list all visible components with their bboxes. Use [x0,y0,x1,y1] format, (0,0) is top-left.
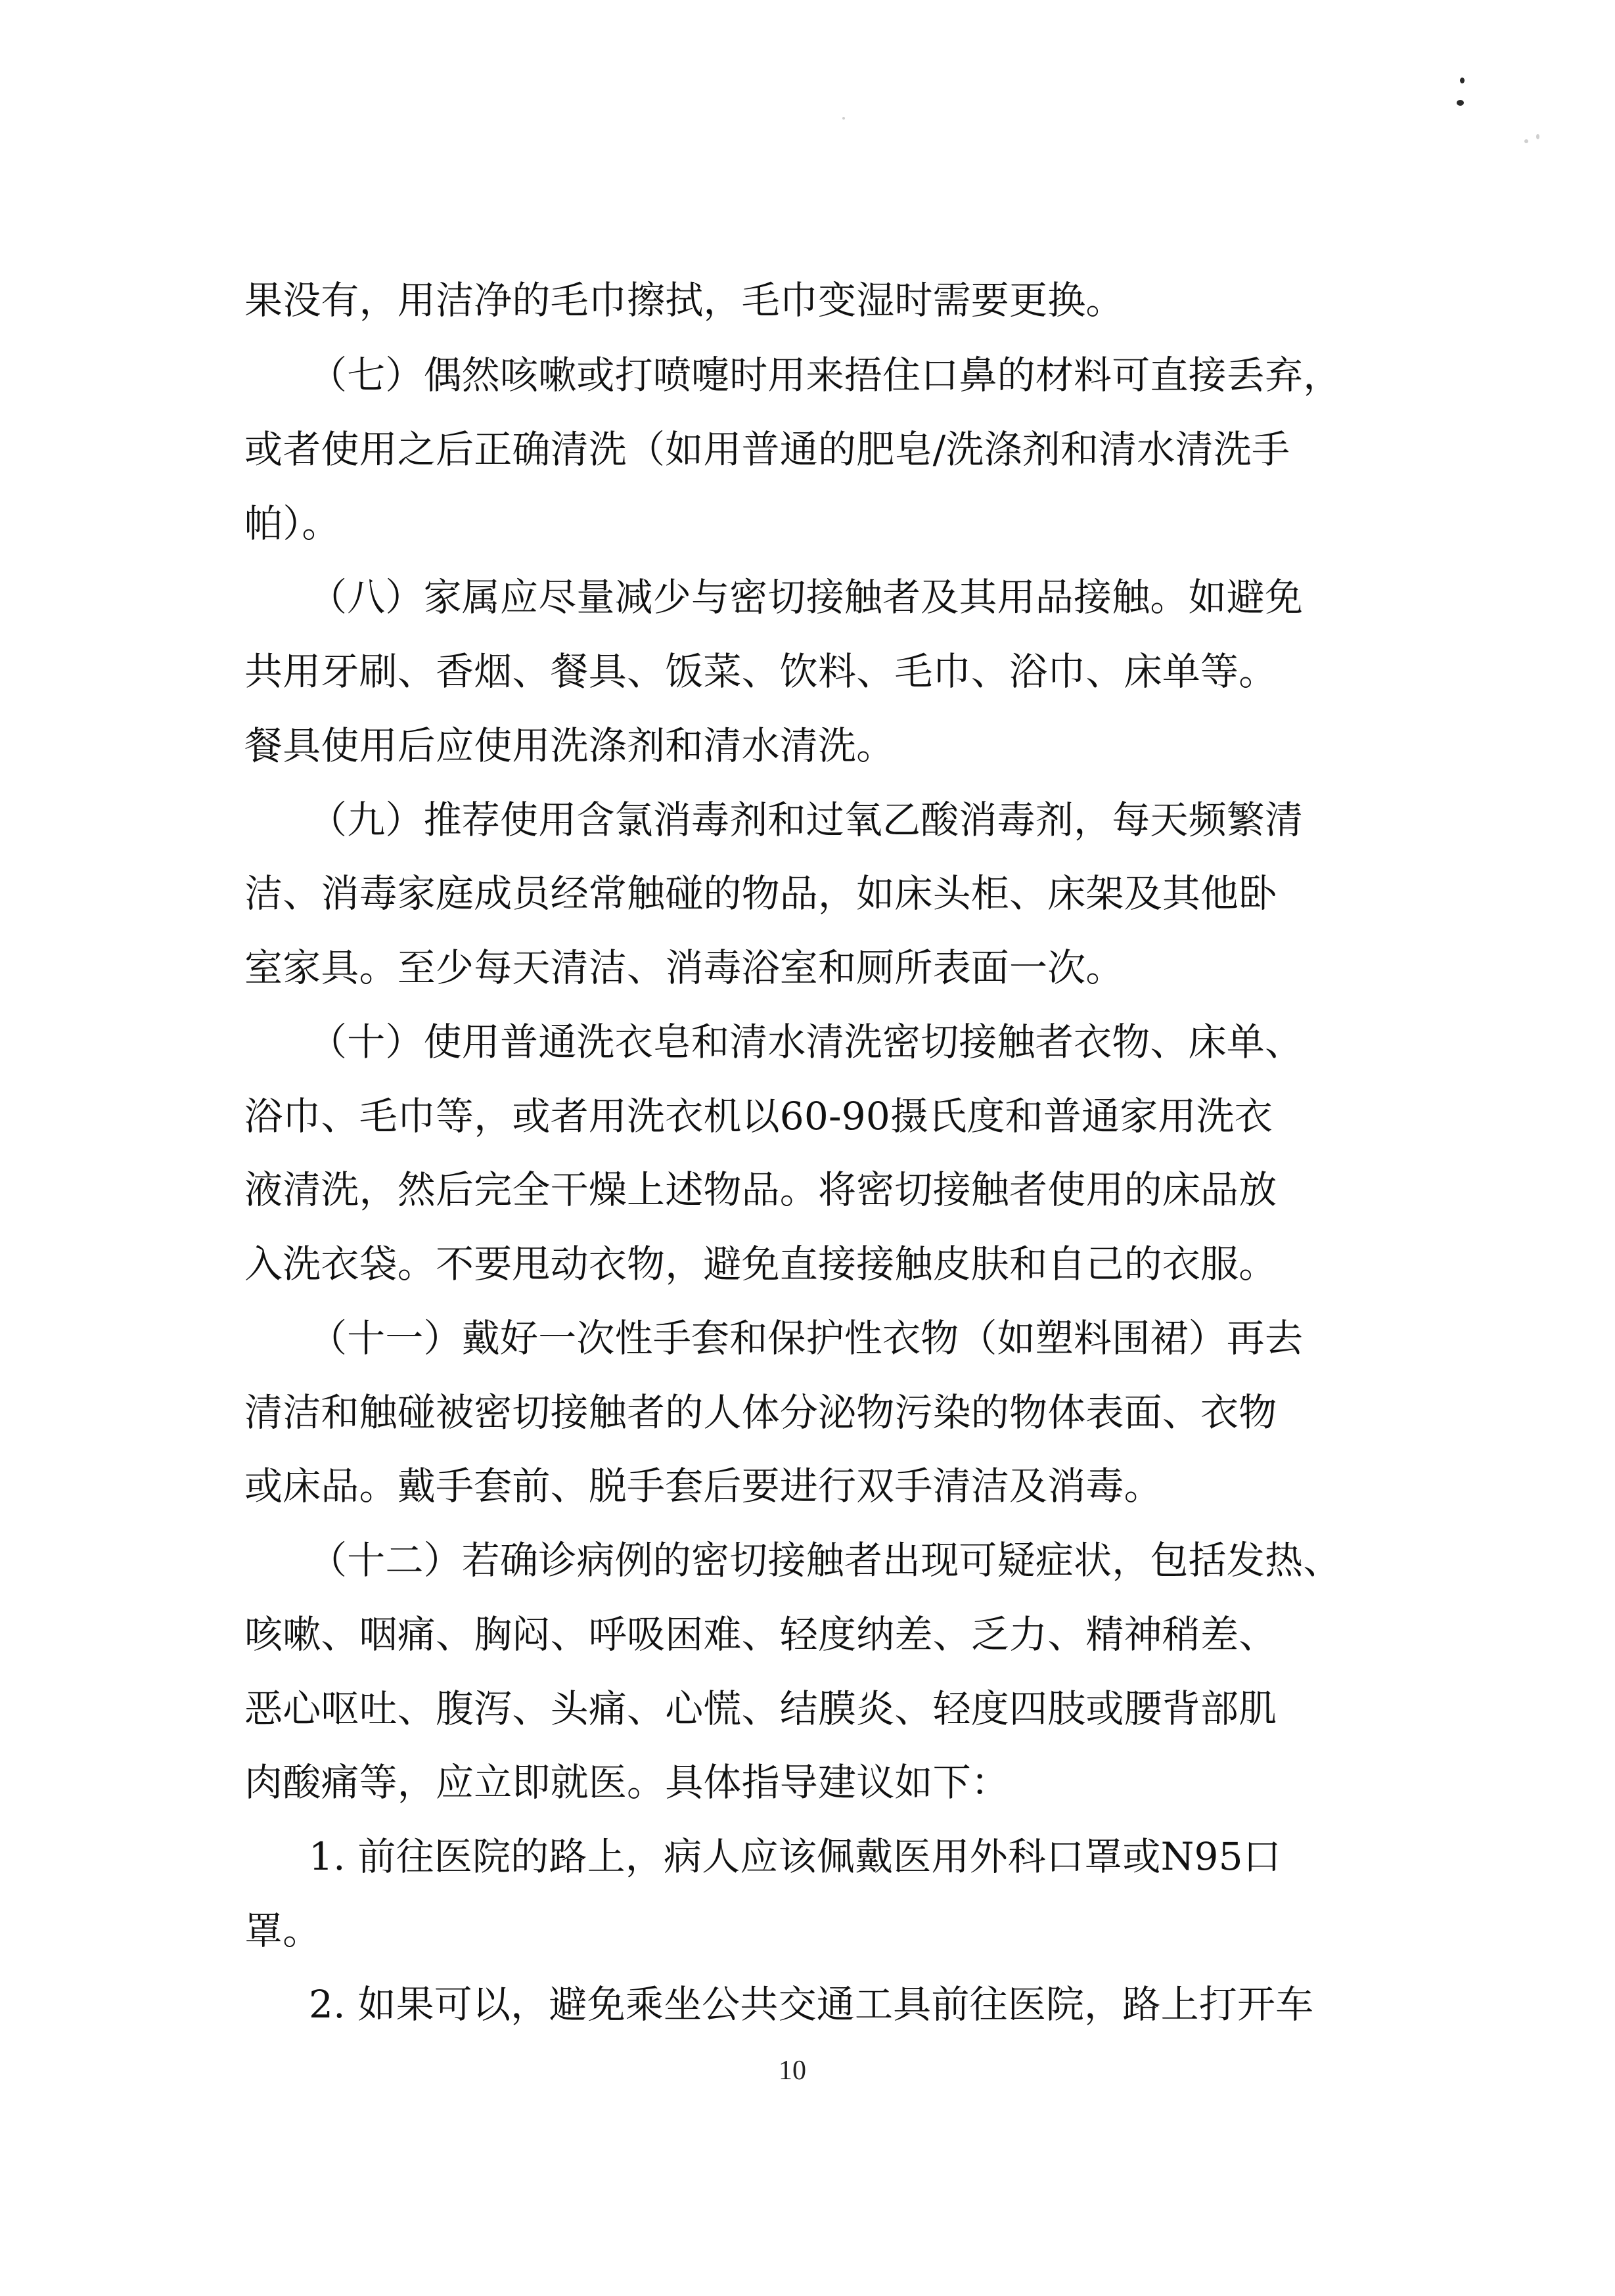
text-line: 恶心呕吐、腹泻、头痛、心慌、结膜炎、轻度四肢或腰背部肌 [244,1686,1277,1731]
text-line: 浴巾、毛巾等，或者用洗衣机以60-90摄氏度和普通家用洗衣 [244,1094,1273,1138]
text-line: 1. 前往医院的路上，病人应该佩戴医用外科口罩或N95口 [309,1834,1281,1879]
text-line: 或者使用之后正确清洗（如用普通的肥皂/洗涤剂和清水清洗手 [244,427,1290,472]
text-line: 共用牙刷、香烟、餐具、饭菜、饮料、毛巾、浴巾、床单等。 [244,649,1277,694]
text-line: （九）推荐使用含氯消毒剂和过氧乙酸消毒剂，每天频繁清 [309,798,1304,842]
text-line: （七）偶然咳嗽或打喷嚏时用来捂住口鼻的材料可直接丢弃， [309,353,1342,397]
text-line: 咳嗽、咽痛、胸闷、呼吸困难、轻度纳差、乏力、精神稍差、 [244,1612,1277,1657]
text-line: 罩。 [244,1908,321,1953]
scan-speck-mark [1536,134,1539,139]
text-line: 洁、消毒家庭成员经常触碰的物品，如床头柜、床架及其他卧 [244,871,1277,916]
scan-speck-mark [1524,139,1528,143]
text-line: 或床品。戴手套前、脱手套后要进行双手清洁及消毒。 [244,1464,1162,1508]
page-number: 10 [779,2056,806,2086]
text-line: 清洁和触碰被密切接触者的人体分泌物污染的物体表面、衣物 [244,1390,1277,1435]
text-line: 液清洗，然后完全干燥上述物品。将密切接触者使用的床品放 [244,1167,1277,1212]
scan-speck-mark [1457,100,1464,106]
text-line: （十一）戴好一次性手套和保护性衣物（如塑料围裙）再去 [309,1316,1304,1361]
text-line: 帕）。 [244,501,340,546]
text-line: 入洗衣袋。不要甩动衣物，避免直接接触皮肤和自己的衣服。 [244,1242,1277,1286]
text-line: 2. 如果可以，避免乘坐公共交通工具前往医院，路上打开车 [309,1982,1314,2027]
text-line: （八）家属应尽量减少与密切接触者及其用品接触。如避免 [309,575,1304,619]
text-line: 室家具。至少每天清洁、消毒浴室和厕所表面一次。 [244,945,1124,990]
text-line: 果没有，用洁净的毛巾擦拭，毛巾变湿时需要更换。 [244,278,1124,323]
text-line: 肉酸痛等，应立即就医。具体指导建议如下： [244,1760,1010,1805]
scan-speck-mark [842,117,845,120]
text-line: （十）使用普通洗衣皂和清水清洗密切接触者衣物、床单、 [309,1020,1304,1064]
text-line: （十二）若确诊病例的密切接触者出现可疑症状，包括发热、 [309,1538,1342,1583]
text-line: 餐具使用后应使用洗涤剂和清水清洗。 [244,723,895,768]
scan-speck-mark [1460,78,1465,83]
